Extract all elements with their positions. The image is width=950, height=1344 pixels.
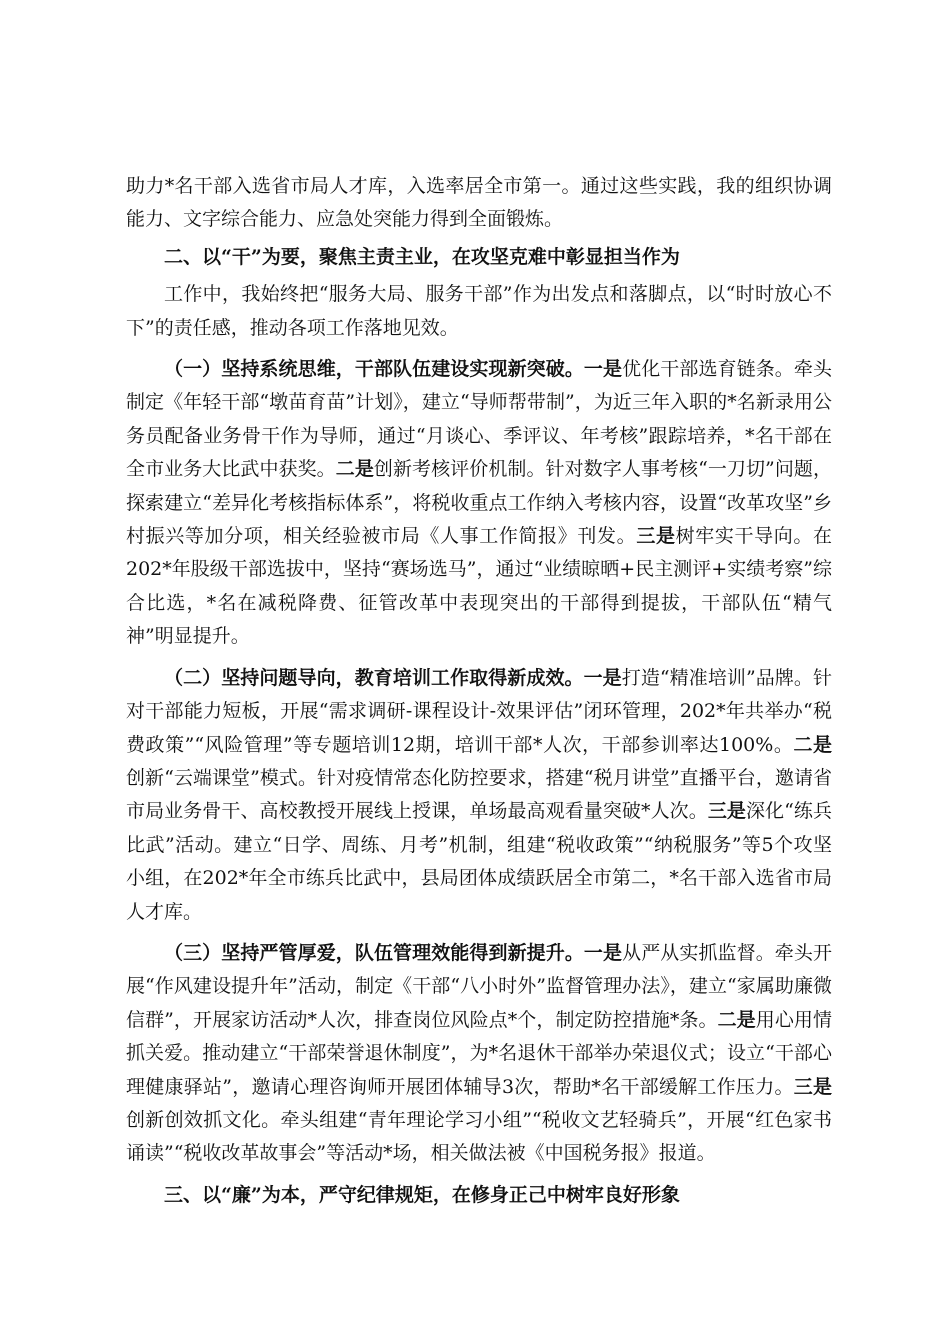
subsection-one-point-3: 树牢实干导向。在202*年股级干部选拔中，坚持“赛场选马”，通过“业绩晾晒+民主测评+实绩考察”综合比选，*名在减税降费、征管改革中表现突出的干部得到提拔，干部队伍“精气神”明显提升。 — [126, 525, 832, 648]
marker-second: 二是 — [717, 1008, 756, 1031]
document-body — [126, 170, 832, 1212]
subsection-two-title: （二）坚持问题导向，教育培训工作取得新成效。 — [164, 666, 584, 689]
marker-third: 三是 — [793, 1075, 832, 1098]
subsection-two — [126, 662, 832, 929]
subsection-two-point-3: 深化“练兵比武”活动。建立“日学、周练、月考”机制，组建“税收政策”“纳税服务”等5个攻坚小组，在202*年全市练兵比武中，县局团体成绩跃居全市第二，*名干部入选省市局人才库。 — [126, 800, 832, 923]
subsection-three-point-2: 用心用情抓关爱。推动建立“干部荣誉退休制度”，为*名退休干部举办荣退仪式；设立“干部心理健康驿站”，邀请心理咨询师开展团体辅导3次，帮助*名干部缓解工作压力。 — [126, 1008, 832, 1098]
marker-third: 三是 — [707, 800, 746, 823]
subsection-one-point-2: 创新考核评价机制。针对数字人事考核“一刀切”问题，探索建立“差异化考核指标体系”，将税收重点工作纳入考核内容，设置“改革攻坚”乡村振兴等加分项，相关经验被市局《人事工作简报》刊发。 — [126, 458, 832, 548]
marker-first: 一是 — [583, 941, 623, 964]
subsection-three-title: （三）坚持严管厚爱，队伍管理效能得到新提升。 — [164, 941, 584, 964]
marker-second: 二是 — [335, 458, 374, 481]
subsection-one-title: （一）坚持系统思维，干部队伍建设实现新突破。 — [164, 358, 584, 381]
subsection-one — [126, 353, 832, 654]
paragraph-intro: 工作中，我始终把“服务大局、服务干部”作为出发点和落脚点，以“时时放心不下”的责任感，推动各项工作落地见效。 — [126, 283, 832, 339]
paragraph-continuation: 助力*名干部入选省市局人才库，入选率居全市第一。通过这些实践，我的组织协调能力、文字综合能力、应急处突能力得到全面锻炼。 — [126, 175, 832, 231]
subsection-one-point-1: 优化干部选育链条。牵头制定《年轻干部“墩苗育苗”计划》，建立“导师帮带制”，为近三年入职的*名新录用公务员配备业务骨干作为导师，通过“月谈心、季评议、年考核”跟踪培养，*名干部在全市业务大比武中获奖。 — [126, 358, 832, 481]
subsection-three — [126, 937, 832, 1171]
marker-second: 二是 — [793, 733, 832, 756]
subsection-two-point-1: 打造“精准培训”品牌。针对干部能力短板，开展“需求调研-课程设计-效果评估”闭环管理，202*年共举办“税费政策”“风险管理”等专题培训12期，培训干部*人次，干部参训率达100%。 — [126, 666, 832, 756]
marker-third: 三是 — [636, 525, 676, 548]
section-heading-two: 二、以“干”为要，聚焦主责主业，在攻坚克难中彰显担当作为 — [164, 245, 680, 268]
subsection-two-point-2: 创新“云端课堂”模式。针对疫情常态化防控要求，搭建“税月讲堂”直播平台，邀请省市局业务骨干、高校教授开展线上授课，单场最高观看量突破*人次。 — [126, 766, 832, 823]
marker-first: 一是 — [583, 666, 622, 689]
subsection-three-point-3: 创新创效抓文化。牵头组建“青年理论学习小组”“税收文艺轻骑兵”，开展“红色家书诵读”“税收改革故事会”等活动*场，相关做法被《中国税务报》报道。 — [126, 1108, 832, 1165]
section-heading-three: 三、以“廉”为本，严守纪律规矩，在修身正己中树牢良好形象 — [164, 1183, 680, 1206]
marker-first: 一是 — [583, 358, 623, 381]
subsection-three-point-1: 从严从实抓监督。牵头开展“作风建设提升年”活动，制定《干部“八小时外”监督管理办法》，建立“家属助廉微信群”，开展家访活动*人次，排查岗位风险点*个，制定防控措施*条。 — [126, 941, 832, 1031]
